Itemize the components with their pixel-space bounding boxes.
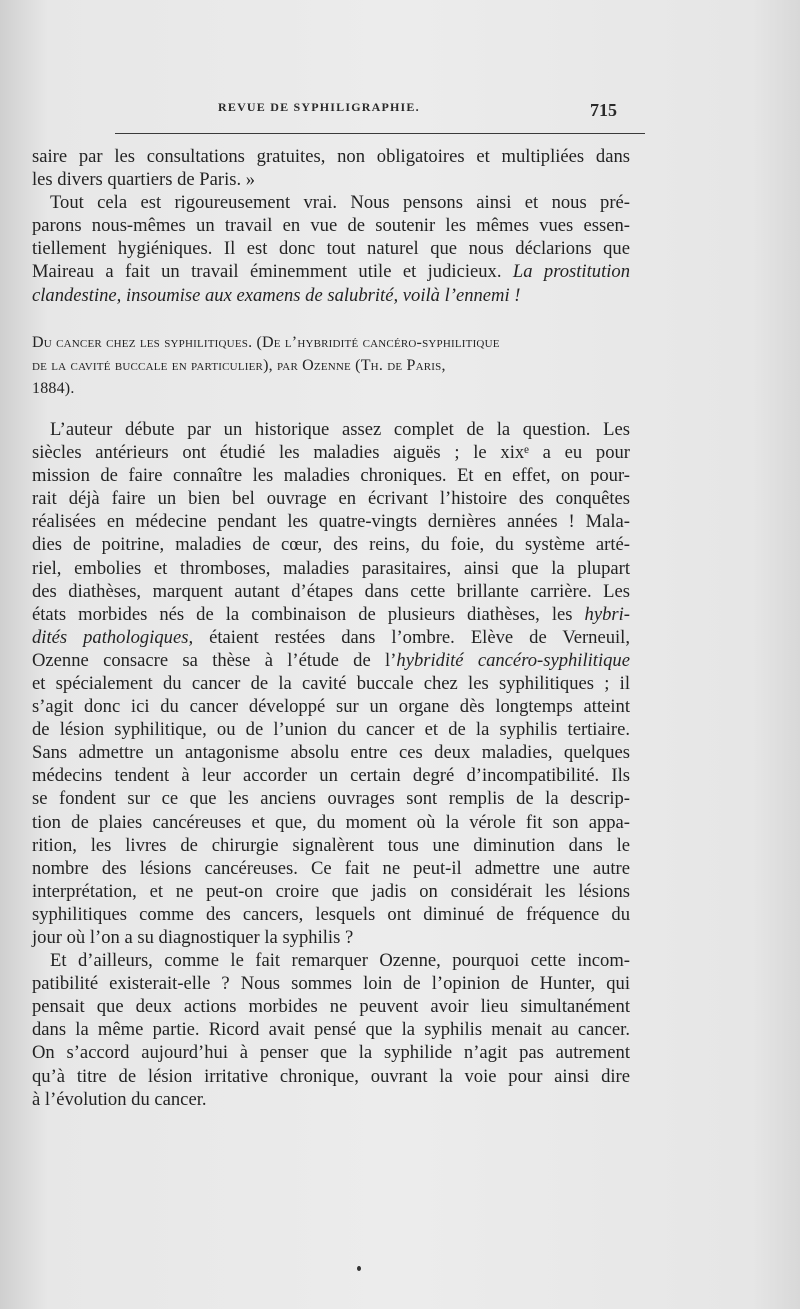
text-line: patibilité existerait-elle ? Nous sommes loin de l’opinion de Hunter, qui <box>32 973 630 995</box>
italic-text: La prostitution <box>512 261 630 283</box>
text-line: les divers quartiers de Paris. » <box>32 169 256 191</box>
text-line: Tout cela est rigoureusement vrai. Nous pensons ainsi et nous pré- <box>50 192 630 214</box>
header-rule <box>115 133 645 134</box>
text-line: riel, embolies et thromboses, maladies parasitaires, ainsi que la plupart <box>32 557 630 579</box>
text-line: rition, les livres de chirurgie signalèrent tous une diminution dans le <box>32 834 630 856</box>
text-line: On s’accord aujourd’hui à penser que la syphilide n’agit pas autrement <box>32 1042 630 1064</box>
text-line: dans la même partie. Ricord avait pensé que la syphilis menait au cancer. <box>32 1019 630 1041</box>
text-line-part: Ozenne consacre sa thèse à l’étude de l’ <box>32 649 397 671</box>
text-line: Et d’ailleurs, comme le fait remarquer Ozenne, pourquoi cette incom- <box>50 950 630 972</box>
italic-line: clandestine, insoumise aux examens de salubrité, voilà l’ennemi ! <box>32 284 521 306</box>
text-line-part: états morbides nés de la combinaison de plusieurs diathèses, les <box>32 603 573 625</box>
text-line: tiellement hygiéniques. Il est donc tout naturel que nous déclarions que <box>32 238 630 260</box>
text-line: s’agit donc ici du cancer développé sur un organe dès longtemps atteint <box>32 696 630 718</box>
text-line: pensait que deux actions morbides ne peuvent avoir lieu simultanément <box>32 996 630 1018</box>
text-line: Sans admettre un antagonisme absolu entre ces deux maladies, quelques <box>32 742 630 764</box>
text-line: qu’à titre de lésion irritative chronique, ouvrant la voie pour ainsi dire <box>32 1065 630 1087</box>
text-line: syphilitiques comme des cancers, lesquels ont diminué de fréquence du <box>32 903 630 925</box>
text-line <box>32 626 630 649</box>
text-line: et spécialement du cancer de la cavité buccale chez les syphilitiques ; il <box>32 672 630 694</box>
paragraph-3 <box>32 418 630 949</box>
text-line: parons nous-mêmes un travail en vue de soutenir les mêmes vues essen- <box>32 215 630 237</box>
page-header <box>218 100 618 115</box>
italic-text: hybri- <box>584 603 630 625</box>
text-line: tion de plaies cancéreuses et que, du moment où la vérole fit son appa- <box>32 811 630 833</box>
text-line <box>32 649 630 672</box>
text-line: nombre des lésions cancéreuses. Ce fait ne peut-il admettre une autre <box>32 857 630 879</box>
text-line: siècles antérieurs ont étudié les maladies aiguës ; le xixᵉ a eu pour <box>32 442 630 464</box>
text-line: jour où l’on a su diagnostiquer la syphilis ? <box>32 927 354 948</box>
spacer <box>32 307 630 331</box>
text-line: des diathèses, marquent autant d’étapes dans cette brillante carrière. Les <box>32 580 630 602</box>
section-heading <box>32 331 630 400</box>
text-line <box>32 260 630 283</box>
text-line-part: étaient restées dans l’ombre. Elève de Verneuil, <box>209 626 630 648</box>
text-line: dies de poitrine, maladies de cœur, des reins, du foie, du système arté- <box>32 534 630 556</box>
paragraph-1 <box>32 145 630 191</box>
text-line-part: Maireau a fait un travail éminemment utile et judicieux. <box>32 261 502 283</box>
text-line: L’auteur débute par un historique assez complet de la question. Les <box>50 418 630 440</box>
text-line: médecins tendent à leur accorder un certain degré d’incompatibilité. Ils <box>32 765 630 787</box>
section-heading-line-2: de la cavité buccale en particulier), par Ozenne (Th. de Paris, <box>32 356 446 374</box>
text-line: mission de faire connaître les maladies chroniques. Et en effet, on pour- <box>32 465 630 487</box>
spacer <box>32 400 630 418</box>
text-line: à l’évolution du cancer. <box>32 1088 207 1110</box>
text-line: interprétation, et ne peut-on croire que jadis on considérait les lésions <box>32 880 630 902</box>
text-line: se fondent sur ce que les anciens ouvrages sont remplis de la descrip- <box>32 788 630 810</box>
page-number: 715 <box>590 100 617 120</box>
paragraph-2 <box>32 191 630 306</box>
section-heading-line-1: Du cancer chez les syphilitiques. (De l’hybridité cancéro-syphilitique <box>32 333 500 351</box>
text-line: rait déjà faire un bien bel ouvrage en écrivant l’histoire des conquêtes <box>32 488 630 510</box>
text-line: réalisées en médecine pendant les quatre-vingts dernières années ! Mala- <box>32 511 630 533</box>
running-head: REVUE DE SYPHILIGRAPHIE. <box>218 100 420 114</box>
paragraph-4 <box>32 949 630 1111</box>
italic-text: hybridité cancéro-syphilitique <box>396 649 630 671</box>
text-line: de lésion syphilitique, ou de l’union du cancer et de la syphilis tertiaire. <box>32 719 630 741</box>
section-heading-line-3: 1884). <box>32 379 75 397</box>
text-line <box>32 603 630 626</box>
text-line: saire par les consultations gratuites, non obligatoires et multipliées dans <box>32 146 630 167</box>
italic-text: dités pathologiques, <box>32 626 194 648</box>
page-content <box>32 145 630 1111</box>
ink-dot <box>357 1266 361 1271</box>
